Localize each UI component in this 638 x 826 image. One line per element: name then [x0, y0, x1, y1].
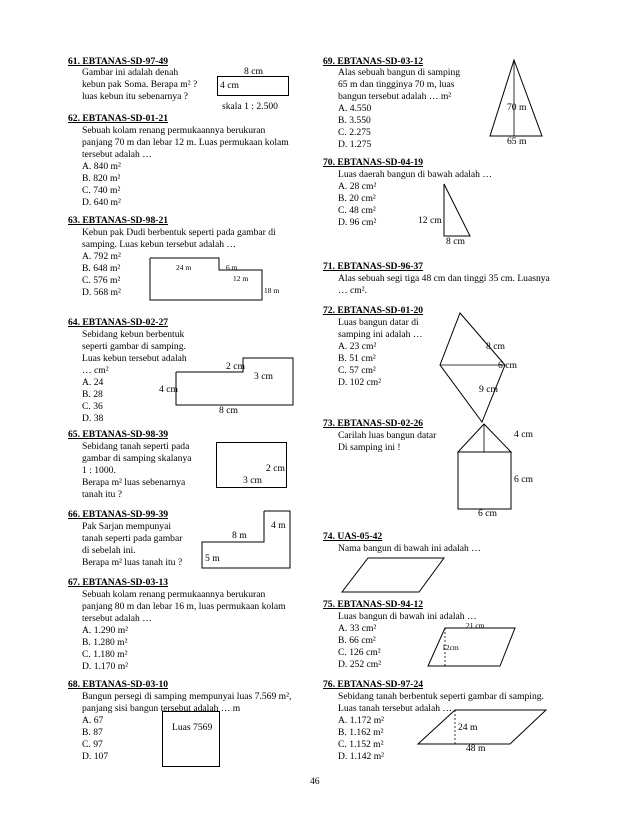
problem-65-text: Sebidang tanah seperti pada — [82, 441, 190, 452]
problem-62-text: panjang 70 m dan lebar 12 m. Luas permukaan kolam — [82, 137, 289, 148]
problem-73-roof-label: 4 cm — [514, 429, 533, 440]
problem-68-option: D. 107 — [82, 751, 109, 762]
problem-69-option: C. 2.275 — [338, 127, 371, 138]
problem-62-option: C. 740 m² — [82, 185, 121, 196]
problem-62-option: B. 820 m² — [82, 173, 121, 184]
problem-75-title: 75. EBTANAS-SD-94-12 — [323, 599, 424, 610]
problem-67-option: A. 1.290 m² — [82, 625, 129, 636]
problem-76-height-label: 24 m — [458, 722, 478, 733]
problem-63-text: samping. Luas kebun tersebut adalah … — [82, 239, 236, 250]
page-number: 46 — [310, 776, 320, 787]
problem-71-text: Alas sebuah segi tiga 48 cm dan tinggi 35 cm. Luasnya — [338, 273, 550, 284]
problem-69-height-label: 70 m — [507, 102, 527, 113]
problem-67-text: Sebuah kolam renang permukaannya berukuran — [82, 589, 266, 600]
problem-72-option: C. 57 cm² — [338, 365, 376, 376]
problem-64-label-4cm: 4 cm — [159, 384, 178, 395]
problem-72-label-6cm: 6 cm — [498, 360, 517, 371]
problem-61-title: 61. EBTANAS-SD-97-49 — [68, 56, 169, 67]
problem-69-base-label: 65 m — [507, 136, 527, 147]
problem-68-title: 68. EBTANAS-SD-03-10 — [68, 679, 169, 690]
problem-76-option: D. 1.142 m² — [338, 751, 385, 762]
problem-72-label-8cm: 8 cm — [486, 341, 505, 352]
problem-65-text: gambar di samping skalanya — [82, 453, 192, 464]
problem-64-title: 64. EBTANAS-SD-02-27 — [68, 317, 169, 328]
problem-61-text: luas kebun itu sebenarnya ? — [82, 91, 189, 102]
problem-75-text: Luas bangun di bawah ini adalah … — [338, 611, 477, 622]
problem-74-text: Nama bangun di bawah ini adalah … — [338, 543, 481, 554]
problem-64-option: D. 38 — [82, 413, 104, 424]
problem-76-text: Sebidang tanah berbentuk seperti gambar di samping. — [338, 691, 544, 702]
problem-62-text: tersebut adalah … — [82, 149, 152, 160]
problem-72-option: D. 102 cm² — [338, 377, 382, 388]
problem-62-option: A. 840 m² — [82, 161, 121, 172]
problem-63-label-24m: 24 m — [176, 263, 192, 272]
problem-63-option: C. 576 m² — [82, 275, 121, 286]
problem-65-text: 1 : 1000. — [82, 465, 116, 476]
problem-71-title: 71. EBTANAS-SD-96-37 — [323, 261, 424, 272]
problem-70-text: Luas daerah bangun di bawah adalah … — [338, 169, 492, 180]
problem-67-option: D. 1.170 m² — [82, 661, 129, 672]
problem-67-text: tersebut adalah … — [82, 613, 152, 624]
problem-68-text: Bangun persegi di samping mempunyai luas 7.569 m², — [82, 691, 292, 702]
problem-63-option: D. 568 m² — [82, 287, 121, 298]
problem-73-text: Di samping ini ! — [338, 442, 401, 453]
problem-75-option: D. 252 cm² — [338, 659, 382, 670]
problem-68-option: B. 87 — [82, 727, 103, 738]
problem-62-text: Sebuah kolam renang permukaannya berukuran — [82, 125, 266, 136]
problem-61-text: Gambar ini adalah denah — [82, 67, 179, 78]
problem-64-option: C. 36 — [82, 401, 103, 412]
problem-65-text: tanah itu ? — [82, 489, 122, 500]
problem-66-title: 66. EBTANAS-SD-99-39 — [68, 509, 169, 520]
problem-70-base-label: 8 cm — [446, 236, 465, 247]
problem-73-side-label: 6 cm — [514, 474, 533, 485]
problem-64-text: Luas kebun tersebut adalah — [82, 353, 187, 364]
problem-67-text: panjang 80 m dan lebar 16 m, luas permukaan kolam — [82, 601, 286, 612]
problem-74-title: 74. UAS-05-42 — [323, 531, 383, 542]
problem-69-option: B. 3.550 — [338, 115, 371, 126]
problem-61-height-label: 4 cm — [220, 80, 239, 91]
problem-72-label-9cm: 9 cm — [479, 384, 498, 395]
problem-63-label-12m: 12 m — [233, 274, 249, 283]
problem-69-option: A. 4.550 — [338, 103, 372, 114]
problem-70-option: B. 20 cm² — [338, 193, 376, 204]
problem-63-option: A. 792 m² — [82, 251, 121, 262]
problem-65-width-label: 3 cm — [243, 475, 262, 486]
problem-65-height-label: 2 cm — [266, 463, 285, 474]
problem-62-option: D. 640 m² — [82, 197, 121, 208]
problem-70-height-label: 12 cm — [418, 215, 442, 226]
problem-72-text: Luas bangun datar di — [338, 317, 419, 328]
problem-73-title: 73. EBTANAS-SD-02-26 — [323, 418, 424, 429]
problem-70-title: 70. EBTANAS-SD-04-19 — [323, 157, 424, 168]
problem-75-option: A. 33 cm² — [338, 623, 377, 634]
problem-76-base-label: 48 m — [466, 743, 486, 754]
problem-61-width-label: 8 cm — [244, 66, 263, 77]
problem-63-title: 63. EBTANAS-SD-98-21 — [68, 215, 169, 226]
problem-64-label-8cm: 8 cm — [219, 405, 238, 416]
problem-76-title: 76. EBTANAS-SD-97-24 — [323, 679, 424, 690]
problem-64-label-2cm: 2 cm — [226, 361, 245, 372]
problem-68-text: panjang sisi bangun tersebut adalah … m — [82, 703, 241, 714]
problem-73-text: Carilah luas bangun datar — [338, 430, 437, 441]
problem-76-option: B. 1.162 m² — [338, 727, 384, 738]
problem-75-top-label: 21 cm — [466, 621, 485, 630]
problem-69-title: 69. EBTANAS-SD-03-12 — [323, 56, 424, 67]
problem-70-option: D. 96 cm² — [338, 217, 377, 228]
problem-75-option: C. 126 cm² — [338, 647, 381, 658]
problem-66-label-4m: 4 m — [271, 520, 286, 531]
problem-67-title: 67. EBTANAS-SD-03-13 — [68, 577, 169, 588]
problem-64-label-3cm: 3 cm — [254, 371, 273, 382]
problem-76-text: Luas tanah tersebut adalah … — [338, 703, 453, 714]
problem-67-option: B. 1.280 m² — [82, 637, 128, 648]
problem-63-option: B. 648 m² — [82, 263, 121, 274]
problem-66-text: Pak Sarjan mempunyai — [82, 521, 171, 532]
problem-65-text: Berapa m² luas sebenarnya — [82, 477, 186, 488]
problem-72-option: A. 23 cm² — [338, 341, 377, 352]
problem-66-text: Berapa m² luas tanah itu ? — [82, 557, 183, 568]
problem-64-text: Sebidang kebun berbentuk — [82, 329, 185, 340]
problem-71-text: … cm². — [338, 285, 367, 296]
problem-67-option: C. 1.180 m² — [82, 649, 128, 660]
problem-64-text: seperti gambar di samping. — [82, 341, 186, 352]
problem-70-option: A. 28 cm² — [338, 181, 377, 192]
problem-75-option: B. 66 cm² — [338, 635, 376, 646]
problem-68-option: A. 67 — [82, 715, 104, 726]
problem-72-option: B. 51 cm² — [338, 353, 376, 364]
problem-76-option: C. 1.152 m² — [338, 739, 384, 750]
problem-66-label-5m: 5 m — [205, 553, 220, 564]
problem-63-label-6m: 6 m — [226, 263, 238, 272]
problem-70-option: C. 48 cm² — [338, 205, 376, 216]
problem-69-text: 65 m dan tingginya 70 m, luas — [338, 79, 455, 90]
problem-69-text: Alas sebuah bangun di samping — [338, 67, 461, 78]
problem-63-label-18m: 18 m — [264, 286, 280, 295]
problem-75-height-label: 12cm — [442, 643, 459, 652]
problem-61-scale-label: skala 1 : 2.500 — [222, 101, 278, 112]
problem-69-option: D. 1.275 — [338, 139, 372, 150]
problem-65-title: 65. EBTANAS-SD-98-39 — [68, 429, 169, 440]
problem-61-text: kebun pak Soma. Berapa m² ? — [82, 79, 198, 90]
problem-62-title: 62. EBTANAS-SD-01-21 — [68, 113, 169, 124]
problem-66-label-8m: 8 m — [232, 530, 247, 541]
problem-66-text: di sebelah ini. — [82, 545, 136, 556]
problem-64-option: B. 28 — [82, 389, 103, 400]
problem-68-option: C. 97 — [82, 739, 103, 750]
problem-76-option: A. 1.172 m² — [338, 715, 385, 726]
problem-73-bottom-label: 6 cm — [478, 508, 497, 519]
problem-66-text: tanah seperti pada gambar — [82, 533, 183, 544]
problem-64-option: A. 24 — [82, 377, 104, 388]
problem-64-text: … cm² — [82, 365, 109, 376]
problem-72-title: 72. EBTANAS-SD-01-20 — [323, 305, 424, 316]
problem-63-text: Kebun pak Dudi berbentuk seperti pada gambar di — [82, 227, 276, 238]
problem-72-text: samping ini adalah … — [338, 329, 423, 340]
problem-68-area-label: Luas 7569 — [172, 722, 213, 733]
problem-69-text: bangun tersebut adalah … m² — [338, 91, 452, 102]
